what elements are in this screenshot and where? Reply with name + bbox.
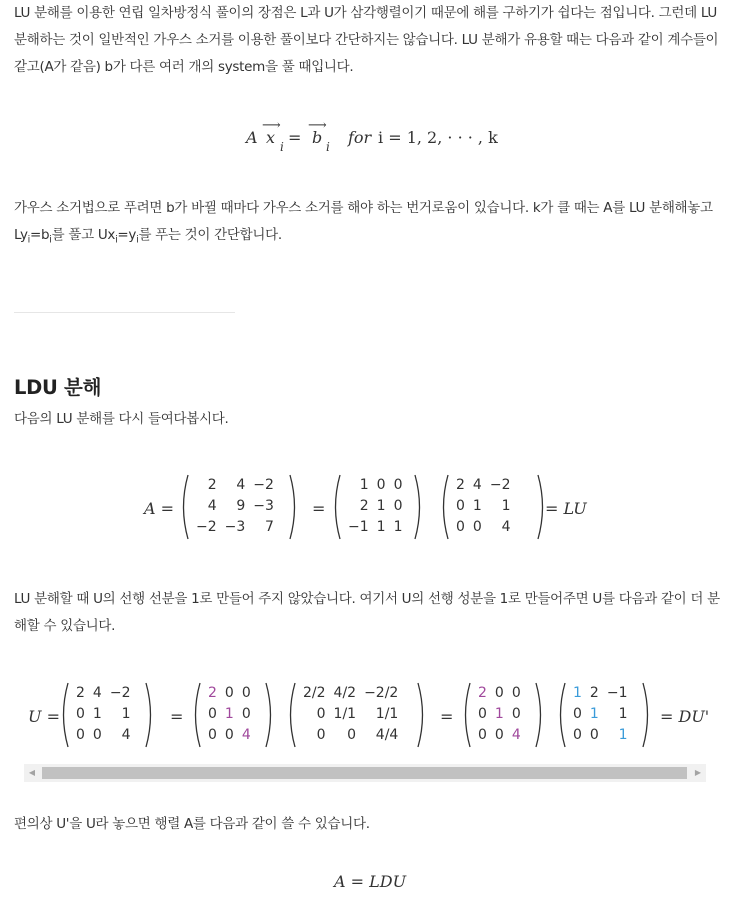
matrix-row	[192, 475, 278, 496]
paragraph-revisit: 다음의 LU 분해를 다시 들여다봅시다.	[14, 411, 229, 427]
matrix-cell: 4	[92, 685, 102, 701]
matrix-table	[192, 475, 278, 538]
equation-du	[0, 680, 745, 760]
eq1-sub-i: i	[280, 140, 284, 154]
matrix-cell: 1	[121, 706, 131, 722]
matrix-cell: 1	[376, 519, 386, 535]
equation-lu	[0, 470, 745, 550]
matrix-cell: 0	[494, 685, 504, 701]
eq3-lhs: U =	[28, 707, 60, 726]
equation-system	[246, 118, 546, 162]
matrix-cell: 2	[478, 685, 487, 701]
matrix-row	[474, 704, 525, 725]
matrix-row	[299, 683, 402, 704]
subscript: i	[136, 234, 139, 246]
matrix-cell: 4/2	[333, 685, 357, 701]
matrix-cell: 0	[573, 706, 582, 722]
right-paren-icon	[413, 474, 425, 540]
matrix-cell: 0	[224, 685, 234, 701]
matrix-cell: 0	[241, 685, 251, 701]
matrix-cell: 0	[208, 706, 217, 722]
right-paren-icon	[534, 682, 546, 748]
matrix-cell: 9	[236, 498, 246, 514]
matrix-cell: 0	[472, 519, 482, 535]
text-span: 를 풀고 Ux	[51, 227, 116, 243]
eq1-range: i = 1, 2, · · · , k	[378, 128, 498, 147]
matrix-cell: 0	[511, 706, 521, 722]
matrix-cell: 4	[207, 498, 217, 514]
matrix-cell: 4	[236, 477, 246, 493]
matrix-cell: −2/2	[364, 685, 399, 701]
paragraph-leading: LU 분해할 때 U의 선행 선분을 1로 만들어 주지 않았습니다. 여기서 U의 선행 성분을 1로 만들어주면 U를 다음과 같이 더 분해할 수 있습니다.	[14, 591, 720, 634]
matrix-cell: 2	[589, 685, 599, 701]
eq1-sub-i: i	[326, 140, 330, 154]
eq1-b: b	[312, 128, 323, 147]
eq1-A: A	[246, 128, 258, 147]
vector-arrow-icon: ⟶	[262, 118, 281, 133]
matrix-cell: 1	[618, 706, 628, 722]
matrix-cell: 2	[359, 498, 369, 514]
matrix-cell: 4	[501, 519, 511, 535]
matrix-cell: −2	[489, 477, 511, 493]
matrix-cell: 1	[494, 706, 504, 722]
matrix-row	[204, 725, 255, 746]
matrix-cell: 2/2	[303, 685, 326, 701]
matrix-cell: −1	[348, 519, 369, 535]
matrix-cell: 0	[208, 727, 217, 743]
matrix-row	[344, 475, 406, 496]
scroll-left-arrow-icon[interactable]: ◀	[28, 768, 36, 777]
matrix-cell: 0	[224, 727, 234, 743]
matrix-table	[204, 683, 255, 746]
scroll-right-arrow-icon[interactable]: ▶	[694, 768, 702, 777]
matrix-row	[192, 496, 278, 517]
matrix-cell: 0	[511, 685, 521, 701]
matrix-row	[452, 475, 514, 496]
left-paren-icon	[58, 682, 70, 748]
matrix-cell: 2	[76, 685, 85, 701]
left-paren-icon	[285, 682, 297, 748]
matrix-cell: 0	[316, 706, 326, 722]
matrix-row	[299, 704, 402, 725]
matrix-table	[344, 475, 406, 538]
left-paren-icon	[460, 682, 472, 748]
matrix-row	[72, 683, 134, 704]
subscript: i	[49, 234, 52, 246]
right-paren-icon	[264, 682, 276, 748]
right-paren-icon	[641, 682, 653, 748]
matrix-cell: 0	[393, 477, 403, 493]
right-paren-icon	[416, 682, 428, 748]
subscript: i	[27, 234, 30, 246]
matrix-cell: 1	[618, 727, 628, 743]
matrix-cell: −3	[253, 498, 274, 514]
text-span: =b	[30, 227, 50, 243]
matrix-cell: 1/1	[333, 706, 357, 722]
matrix-row	[452, 517, 514, 538]
scrollbar-thumb[interactable]	[42, 767, 687, 779]
matrix-row	[452, 496, 514, 517]
matrix-row	[192, 517, 278, 538]
matrix-cell: 0	[589, 727, 599, 743]
matrix-cell: 1	[573, 685, 582, 701]
matrix-cell: −1	[606, 685, 628, 701]
text-span: =y	[117, 227, 137, 243]
right-paren-icon	[144, 682, 156, 748]
left-paren-icon	[178, 474, 190, 540]
matrix-cell: 1/1	[375, 706, 399, 722]
text-span: 를 푸는 것이 간단합니다.	[138, 227, 282, 243]
matrix-row	[204, 704, 255, 725]
matrix-cell: 1	[92, 706, 102, 722]
matrix-cell: 0	[76, 727, 85, 743]
matrix-cell: 4	[472, 477, 482, 493]
matrix-cell: 0	[478, 706, 487, 722]
left-paren-icon	[330, 474, 342, 540]
matrix-cell: 1	[393, 519, 403, 535]
matrix-row	[569, 704, 631, 725]
matrix-cell: 7	[265, 519, 274, 535]
matrix-cell: 0	[478, 727, 487, 743]
matrix-row	[474, 683, 525, 704]
matrix-cell: 2	[208, 685, 217, 701]
left-paren-icon	[438, 474, 450, 540]
eq3-rhs: = DU'	[660, 707, 710, 726]
matrix-cell: 4	[121, 727, 131, 743]
matrix-cell: 1	[224, 706, 234, 722]
matrix-row	[72, 725, 134, 746]
matrix-cell: 0	[494, 727, 504, 743]
text-span: 가우스 소거법으로 푸려면 b가 바뀔 때마다 가우스 소거를 해야 하는 번거로움이 있습니다. k가 클 때는 A를 LU 분해해놓고 Ly	[14, 200, 713, 243]
matrix-cell: 1	[589, 706, 599, 722]
matrix-row	[344, 496, 406, 517]
matrix-row	[204, 683, 255, 704]
matrix-cell: 4	[511, 727, 521, 743]
eq2-rhs: = LU	[545, 499, 587, 518]
eq3-equals-2: =	[440, 707, 454, 726]
matrix-cell: 0	[456, 519, 465, 535]
divider	[14, 312, 235, 313]
matrix-row	[72, 704, 134, 725]
matrix-table	[569, 683, 631, 746]
matrix-cell: 0	[376, 477, 386, 493]
matrix-cell: 0	[76, 706, 85, 722]
matrix-cell: 0	[347, 727, 357, 743]
matrix-cell: 4/4	[375, 727, 399, 743]
subscript: i	[115, 234, 118, 246]
eq2-equals: =	[312, 499, 326, 518]
section-heading: LDU 분해	[14, 376, 102, 399]
right-paren-icon	[288, 474, 300, 540]
eq1-for: for	[348, 128, 372, 147]
left-paren-icon	[555, 682, 567, 748]
matrix-cell: 1	[501, 498, 511, 514]
matrix-cell: −2	[109, 685, 131, 701]
matrix-cell: −2	[196, 519, 217, 535]
equation-ldu: A = LDU	[334, 872, 407, 891]
matrix-cell: 0	[92, 727, 102, 743]
matrix-cell: 2	[456, 477, 465, 493]
eq1-equals: =	[288, 128, 302, 147]
matrix-row	[569, 725, 631, 746]
matrix-row	[569, 683, 631, 704]
matrix-cell: 0	[316, 727, 326, 743]
matrix-cell: 1	[376, 498, 386, 514]
matrix-cell: 1	[472, 498, 482, 514]
matrix-cell: 1	[359, 477, 369, 493]
eq3-equals: =	[170, 707, 184, 726]
matrix-table	[452, 475, 514, 538]
matrix-table	[474, 683, 525, 746]
matrix-row	[299, 725, 402, 746]
matrix-row	[474, 725, 525, 746]
matrix-table	[299, 683, 402, 746]
paragraph-gauss	[14, 195, 730, 254]
paragraph-intro: LU 분해를 이용한 연립 일차방정식 풀이의 장점은 L과 U가 삼각행렬이기 때문에 해를 구하기가 쉽다는 점입니다. 그런데 LU 분해하는 것이 일반적인 가우스 소거를 이용한 풀이보다 간단하지는 않습니다. LU 분해가 유용할 때는 다음과 같이 계수들이 같고(A가 같음) b가 다른 여러 개의 system을 풀 때입니다.	[14, 5, 719, 75]
vector-arrow-icon: ⟶	[308, 118, 327, 133]
matrix-cell: −3	[224, 519, 246, 535]
matrix-cell: 0	[241, 706, 251, 722]
left-paren-icon	[190, 682, 202, 748]
matrix-cell: −2	[253, 477, 274, 493]
matrix-table	[72, 683, 134, 746]
matrix-row	[344, 517, 406, 538]
matrix-cell: 2	[207, 477, 217, 493]
eq2-lhs: A =	[144, 499, 175, 518]
eq1-x: x	[266, 128, 276, 147]
horizontal-scrollbar[interactable]	[24, 764, 706, 782]
matrix-cell: 4	[241, 727, 251, 743]
matrix-cell: 0	[456, 498, 465, 514]
matrix-cell: 0	[393, 498, 403, 514]
matrix-cell: 0	[573, 727, 582, 743]
paragraph-convenience: 편의상 U'을 U라 놓으면 행렬 A를 다음과 같이 쓸 수 있습니다.	[14, 816, 370, 832]
